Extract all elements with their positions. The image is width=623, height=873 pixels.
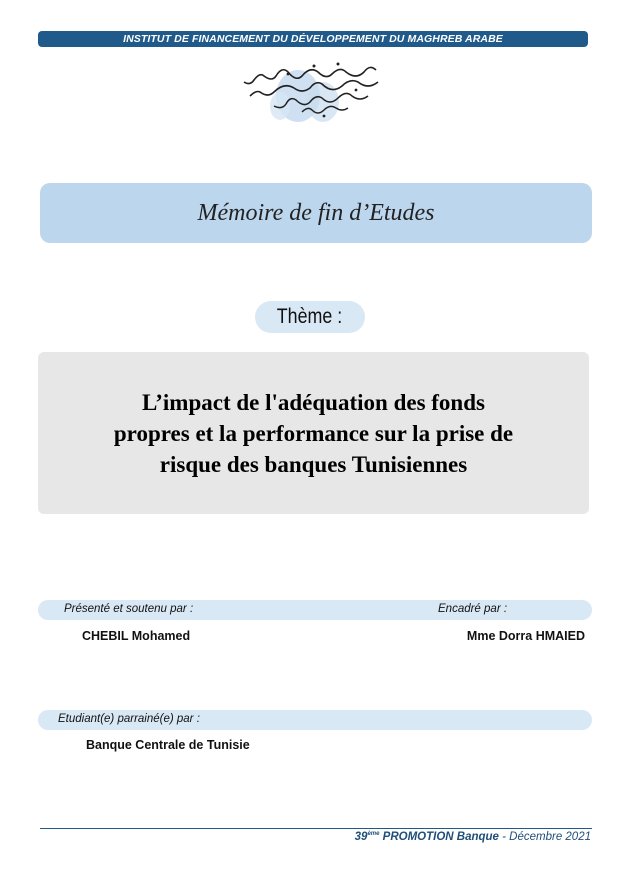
sponsor-label: Etudiant(e) parrainé(e) par : [58,713,200,725]
theme-label-pill [255,301,365,333]
promo-text: PROMOTION Banque [379,831,499,843]
sponsor-name: Banque Centrale de Tunisie [86,738,250,752]
subject-line-3: risque des banques Tunisiennes [159,451,468,477]
subject-line-1: L’impact de l'adéquation des fonds [142,389,485,415]
footer-divider [40,828,592,829]
promo-number: 39 [354,831,368,843]
memoire-title-box [40,183,592,243]
institute-logo [228,56,398,126]
subject-title [74,387,554,480]
subject-title-box [38,352,589,514]
supervisor-name: Mme Dorra HMAIED [466,629,585,643]
subject-line-2: propres et la performance sur la prise de [113,420,514,446]
promo-date: Décembre 2021 [509,831,591,843]
sponsor-bar [38,710,592,730]
presented-label: Présenté et soutenu par : [64,603,194,615]
memoire-title: Mémoire de fin d’Etudes [197,199,435,226]
theme-label: Thème : [277,305,343,328]
presented-supervised-bar [38,600,592,620]
footer-promotion [355,831,591,843]
promo-suffix: ème [367,831,380,838]
presenter-name: CHEBIL Mohamed [82,629,191,643]
supervised-label: Encadré par : [438,603,508,615]
footer-separator: - [498,831,510,843]
institute-name: INSTITUT DE FINANCEMENT DU DÉVELOPPEMENT DU MAGHREB ARABE [123,33,503,45]
institute-header-bar [38,31,588,47]
